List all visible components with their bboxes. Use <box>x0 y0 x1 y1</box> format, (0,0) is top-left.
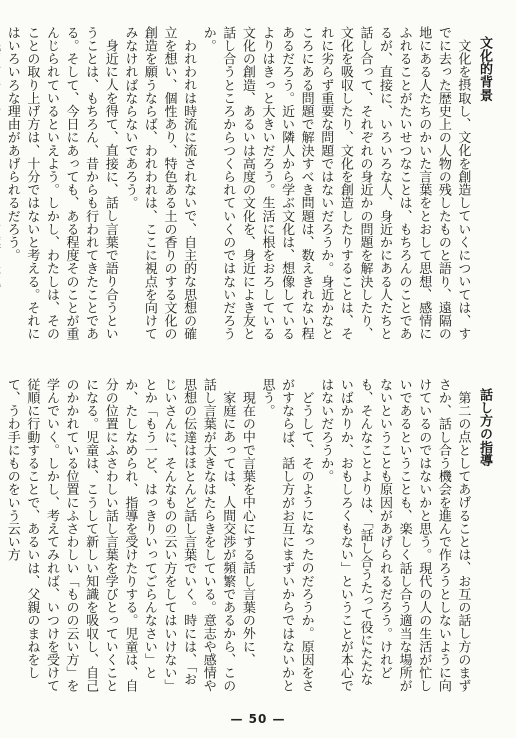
paragraph: 現在の中で言葉を中心にする話し言葉の外に、 <box>239 391 255 667</box>
paragraph: 家庭にあっては、人間交渉が頻繁であるから、この話し言葉が大きなはたらきをしている。意志や感情や思想の伝達はほとんど話し言葉でいく。時には、「おじいさんに、そんなものの云い方をしてはいけない」とか「もう一ど、はっきりいってごらんなさい」とか、たしなめられ、指導を受けたりする。児童は、自分の位置にふさわしい話し言葉を学びとっていくことになる。児童は、こうして新しい知識を吸収し、自己のかかれている位置にふさわしい「ものの云い方」を学んでいく。しかし、考えてみれば、いつけを受けて従順に行動することで、あるいは、父親のまねをして、うわ手にものをいう云い方 <box>4 378 236 693</box>
lower-text-block <box>4 378 494 696</box>
paragraph: 第二の点としてあげることは、お互の話し方のまずさか、話し合う機会を進んで作ろうとしないように向けているのではないかと思う。現代の人の生活が忙しいであるということも、楽しく話し合う適当な場所がないということも原因があげられるだろう。けれども、そんなことよりは、「話し合うたって役にたたないばかりか、おもしろくもない」ということが本心ではないだろうか。 <box>318 378 471 693</box>
paragraph <box>0 26 2 344</box>
section-heading: 話し方の指導 <box>477 388 492 467</box>
paragraph: 文化を摂取し、文化を創造していくについては、すでに去った歴史上の人物の残したものと語り、遠隔の地にある人たちのかいた言葉をとおして思想、感情にふれることがたいせつなことは、もちろんのことであるが、直接に、いろいろな人、身近かにある人たちと話し合って、それぞれの身近かの問題を解決したり、文化を吸収したり、文化を創造したりすることは、それに劣らず重要な問題ではないだろうか。身近かなところにある問題で解決すべき問題は、数えきれない程あるだろう。近い隣人から学ぶ文化は、想像しているよりはきっと大きいだろう。生活に根をおろしている文化の創造、あるいは高度の文化を、身近によき友と話し合うところからつくられていくのではないだろうか。 <box>200 26 471 341</box>
paragraph: 身近に人を得て、直接に、話し言葉で語り合うということは、もちろん、昔からも行われてきたことである。そして、今日にあっても、ある程度そのことが重んじられているといえよう。しかし、わたしは、そのことの取り上げ方は、十分ではないと考える。それにはいろいろな理由があげられるだろう。 <box>4 26 118 341</box>
paragraph: われわれは時流に流されないで、自主的な思想の確立を想い、個性あり、特色ある土の香りのする文化の創造を願うならば、われわれは、ここに視点を向けてみなければならないであろう。 <box>122 26 197 341</box>
paragraph: どうして、そのようになったのだろうか。原因をさがすならば、話し方がお互にまずいからではないかと思う。 <box>259 378 314 693</box>
page-number: — 50 — <box>230 712 286 726</box>
section-heading: 文化的背景 <box>477 36 492 102</box>
upper-text-block <box>4 26 494 344</box>
